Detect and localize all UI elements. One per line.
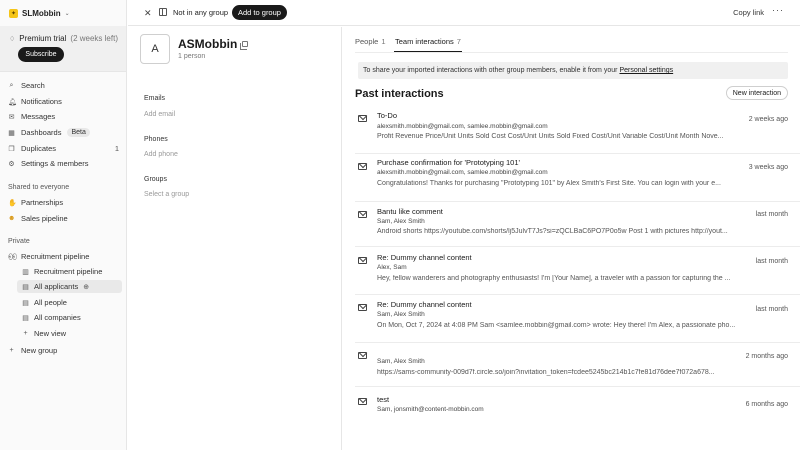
interaction-participants: alexsmith.mobbin@gmail.com, samlee.mobbin@gmail.com [377, 169, 548, 176]
new-group-button[interactable] [8, 344, 122, 357]
record-topbar [128, 0, 800, 26]
globe-icon: ⊕ [83, 283, 90, 291]
envelope-icon [358, 211, 367, 218]
interaction-participants: Alex, Sam [377, 264, 407, 271]
view-all-people[interactable] [22, 296, 122, 309]
search-icon: ⌕ [9, 81, 14, 89]
interaction-row[interactable] [355, 107, 800, 154]
tab-people[interactable] [355, 37, 386, 46]
sidebar-item-sales-pipeline[interactable] [8, 212, 122, 225]
share-settings-banner [358, 62, 788, 79]
interaction-row[interactable] [355, 343, 800, 387]
view-label: All people [34, 298, 67, 307]
interaction-subject: Re: Dummy channel content [377, 300, 472, 309]
interaction-time: last month [755, 306, 788, 313]
sidebar-item-label: New group [21, 346, 58, 355]
sidebar-item-recruitment-pipeline[interactable] [8, 250, 122, 263]
interaction-subject: Re: Dummy channel content [377, 253, 472, 262]
interaction-time: last month [755, 258, 788, 265]
eyes-icon: 👀︎ [8, 253, 17, 261]
view-label: Recruitment pipeline [34, 267, 103, 276]
trial-remaining: (2 weeks left) [70, 34, 118, 43]
interaction-snippet: On Mon, Oct 7, 2024 at 4:08 PM Sam <samlee.mobbin@gmail.com> wrote: Hey there! I'm Alex, a passionate pho... [377, 322, 736, 329]
sidebar-item-partnerships[interactable] [8, 196, 122, 209]
view-label: New view [34, 329, 67, 338]
banner-text: To share your imported interactions with other group members, enable it from your [363, 67, 618, 74]
envelope-icon [358, 352, 367, 359]
new-interaction-button[interactable]: New interaction [726, 86, 788, 100]
envelope-icon [358, 257, 367, 264]
interaction-snippet: Profit Revenue Price/Unit Units Sold Cost Cost/Unit Units Sold Fixed Cost/Unit Variable Cost/Unit Month Nove... [377, 133, 724, 140]
add-phone-field[interactable]: Add phone [144, 151, 178, 158]
interaction-time: 2 months ago [745, 353, 788, 360]
interaction-subject: Bantu like comment [377, 207, 443, 216]
sidebar-item-label: Notifications [21, 97, 62, 106]
interaction-row[interactable] [355, 387, 800, 423]
section-label-private: Private [8, 238, 30, 245]
interaction-snippet: Android shorts https://youtube.com/shorts/lj5JulvT7Js?si=zQCLBaC6PO7P0o5w Post 1 with pictures http://yout... [377, 228, 728, 235]
interaction-time: last month [755, 211, 788, 218]
personal-settings-link[interactable]: Personal settings [619, 67, 674, 74]
bell-icon: 🔔︎ [8, 98, 17, 106]
sidebar-item-label: Partnerships [21, 198, 64, 207]
active-tab-indicator [394, 51, 462, 52]
plus-icon: + [23, 330, 28, 337]
sidebar-item-label: Settings & members [21, 159, 89, 168]
table-icon: ▤ [22, 314, 29, 322]
view-label: All companies [34, 313, 81, 322]
interaction-participants: Sam, jonsmith@content-mobbin.com [377, 406, 484, 413]
sidebar-item-label: Search [21, 81, 45, 90]
handshake-icon: ✋ [8, 199, 17, 207]
tab-divider [355, 52, 788, 53]
panel-toggle-icon[interactable] [159, 8, 167, 16]
workspace-logo-icon: ✦ [10, 10, 17, 17]
interaction-subject: Purchase confirmation for 'Prototyping 101' [377, 158, 520, 167]
money-face-icon: ☻ [8, 215, 16, 222]
envelope-icon [358, 163, 367, 170]
envelope-icon: ✉ [8, 113, 15, 121]
phones-label: Phones [144, 136, 168, 143]
chart-icon: ▦ [8, 129, 15, 137]
tab-count: 1 [381, 37, 386, 46]
sidebar-item-label: Messages [21, 112, 56, 121]
tab-label: Team interactions [395, 37, 454, 46]
sidebar [0, 0, 127, 450]
gear-icon: ⚙ [8, 160, 15, 168]
sidebar-item-settings[interactable] [8, 157, 122, 170]
workspace-switcher[interactable] [9, 7, 70, 19]
interaction-time: 2 weeks ago [748, 116, 788, 123]
interaction-time: 3 weeks ago [748, 164, 788, 171]
interaction-snippet: https://sams-community-009d7f.circle.so/join?invitation_token=fcdee5245bc214b1c7fe81d76dee7f072a678... [377, 369, 715, 376]
sidebar-item-notifications[interactable] [8, 95, 122, 108]
kanban-icon: ▥ [22, 268, 29, 276]
sidebar-item-messages[interactable] [8, 110, 122, 123]
interaction-participants: Sam, Alex Smith [377, 311, 425, 318]
record-title [178, 37, 248, 51]
interaction-time: 6 months ago [745, 401, 788, 408]
subscribe-button[interactable]: Subscribe [18, 47, 64, 62]
workspace-name: SLMobbin [22, 8, 61, 18]
sidebar-item-label: Dashboards [21, 128, 62, 137]
sidebar-item-dashboards[interactable] [8, 126, 122, 139]
section-label-shared: Shared to everyone [8, 184, 70, 191]
interaction-snippet: Congratulations! Thanks for purchasing "Prototyping 101" by Alex Smith's First Site. You can login with your e... [377, 180, 721, 187]
close-icon[interactable]: ✕ [144, 8, 152, 18]
record-detail-panel [128, 27, 342, 450]
sidebar-item-search[interactable] [8, 79, 122, 92]
view-label: All applicants [34, 282, 79, 291]
envelope-icon [358, 398, 367, 405]
interaction-row[interactable] [355, 154, 800, 202]
group-status: Not in any group [173, 8, 229, 17]
interaction-subject: To-Do [377, 111, 398, 120]
record-name: ASMobbin [178, 37, 238, 51]
interactions-panel [343, 27, 800, 450]
interaction-participants: Sam, Alex Smith [377, 358, 425, 365]
copy-icon: ❐ [8, 145, 15, 153]
groups-label: Groups [144, 176, 167, 183]
envelope-icon [358, 115, 367, 122]
interaction-row[interactable] [355, 247, 800, 295]
interaction-snippet: Hey, fellow wanderers and photography enthusiasts! I'm [Your Name], a traveler with a passion for capturing the ... [377, 275, 731, 282]
chevron-down-icon: ⌄ [64, 10, 70, 17]
view-recruitment-pipeline[interactable] [22, 265, 122, 278]
emails-label: Emails [144, 95, 166, 102]
interaction-row[interactable] [355, 295, 800, 343]
sidebar-item-label: Recruitment pipeline [21, 252, 90, 261]
table-icon: ▤ [22, 283, 29, 291]
view-all-companies[interactable] [22, 311, 122, 324]
tab-team-interactions[interactable] [395, 37, 461, 46]
interaction-participants: Sam, Alex Smith [377, 218, 425, 225]
copy-link-button[interactable]: Copy link [733, 8, 764, 17]
record-subtitle: 1 person [178, 53, 206, 60]
new-view-button[interactable] [22, 327, 122, 340]
diamond-icon: ♢ [9, 35, 16, 43]
interaction-participants: alexsmith.mobbin@gmail.com, samlee.mobbin@gmail.com [377, 123, 548, 130]
select-group-field[interactable]: Select a group [144, 191, 190, 198]
envelope-icon [358, 304, 367, 311]
avatar: A [140, 34, 170, 64]
section-title: Past interactions [355, 88, 444, 100]
table-icon: ▤ [22, 299, 29, 307]
sidebar-item-duplicates[interactable] [8, 142, 122, 155]
add-to-group-button[interactable]: Add to group [232, 5, 287, 20]
sidebar-item-label: Sales pipeline [21, 214, 68, 223]
copy-icon[interactable] [242, 41, 248, 47]
sidebar-item-label: Duplicates [21, 144, 57, 153]
beta-badge: Beta [67, 128, 89, 137]
add-email-field[interactable]: Add email [144, 111, 176, 118]
tab-count: 7 [456, 37, 461, 46]
plus-icon: + [9, 347, 14, 354]
tab-label: People [355, 37, 379, 46]
more-options-icon[interactable]: ··· [772, 5, 784, 15]
view-all-applicants[interactable] [17, 280, 122, 293]
trial-label: Premium trial [19, 34, 67, 43]
interaction-subject: test [377, 395, 390, 404]
interaction-row[interactable] [355, 202, 800, 247]
duplicates-count: 1 [114, 144, 119, 153]
